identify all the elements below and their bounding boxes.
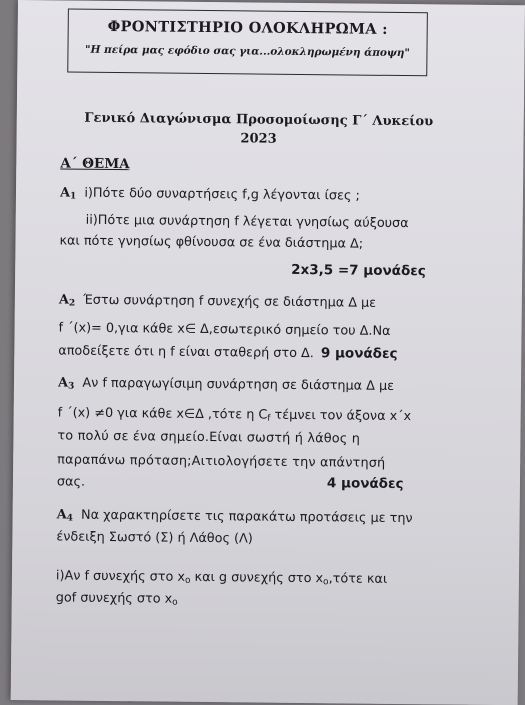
a3-line5: σας. [56, 474, 86, 490]
exam-title [78, 109, 438, 151]
a1-line1: $A_1$ i)Πότε δύο συναρτήσεις f,g λέγονται ίσες ; [59, 185, 360, 204]
school-motto: "Η πείρα μας εφόδιο σας για...ολοκληρωμένη άποψη" [84, 43, 410, 60]
a1-line2: ii)Πότε μια συνάρτηση f λέγεται γνησίως αύξουσα [85, 212, 409, 232]
a2-line2: f ΄(x)= 0,για κάθε x∈ Δ,εσωτερικό σημείο του Δ.Να [58, 320, 391, 339]
exam-sheet [11, 0, 525, 705]
a4-line1: $A_4$ Να χαρακτηρίσετε τις παρακάτω προτάσεις με την [56, 507, 413, 527]
a4-number: $A_4$ [56, 507, 73, 524]
header-box [67, 9, 428, 77]
a4-item1-line2: gof συνεχής στο $x_o$ [55, 590, 178, 608]
a2-number: $A_2$ [58, 292, 76, 309]
a1-number: $A_1$ [59, 185, 77, 202]
a3-line4: παραπάνω πρόταση;Αιτιολογήσετε την απάντησή [57, 452, 386, 471]
exam-title-line1: Γενικό Διαγώνισμα Προσομοίωσης Γ΄ Λυκείου [84, 110, 434, 130]
a2-line3: αποδείξετε ότι η f είναι σταθερή στο Δ. 9 μονάδες [58, 343, 398, 362]
section-heading: Α΄ ΘΕΜΑ [60, 155, 130, 173]
school-title: ΦΡΟΝΤΙΣΤΗΡΙΟ ΟΛΟΚΛΗΡΩΜΑ : [107, 17, 388, 38]
a3-points: 4 μονάδες [326, 475, 404, 493]
a4-line2: ένδειξη Σωστό (Σ) ή Λάθος (Λ) [56, 529, 253, 547]
a3-line1: $A_3$ Αν f παραγωγίσιμη συνάρτηση σε διάστημα Δ με [57, 375, 395, 394]
a1-line3: και πότε γνησίως φθίνουσα σε ένα διάστημα Δ; [59, 233, 364, 252]
exam-year: 2023 [240, 131, 277, 147]
a3-line3: το πολύ σε ένα σημείο.Είναι σωστή ή λάθος η [57, 428, 361, 447]
a4-item1-line1: i)Αν f συνεχής στο $x_o$ και g συνεχής στο $x_o,\tau ό\tau\varepsilon$ και [55, 568, 388, 588]
a1-points: 2x3,5 =7 μονάδες [291, 261, 426, 280]
a2-points: 9 μονάδες [320, 345, 398, 362]
a2-line1: $A_2$ Έστω συνάρτηση f συνεχής σε διάστημα Δ με [58, 292, 377, 311]
a3-number: $A_3$ [57, 375, 75, 392]
a3-line2: f ΄(x) ≠0 για κάθε x∈Δ ,τότε η $C_f$ τέμνει τον άξονα x΄x [57, 405, 412, 425]
